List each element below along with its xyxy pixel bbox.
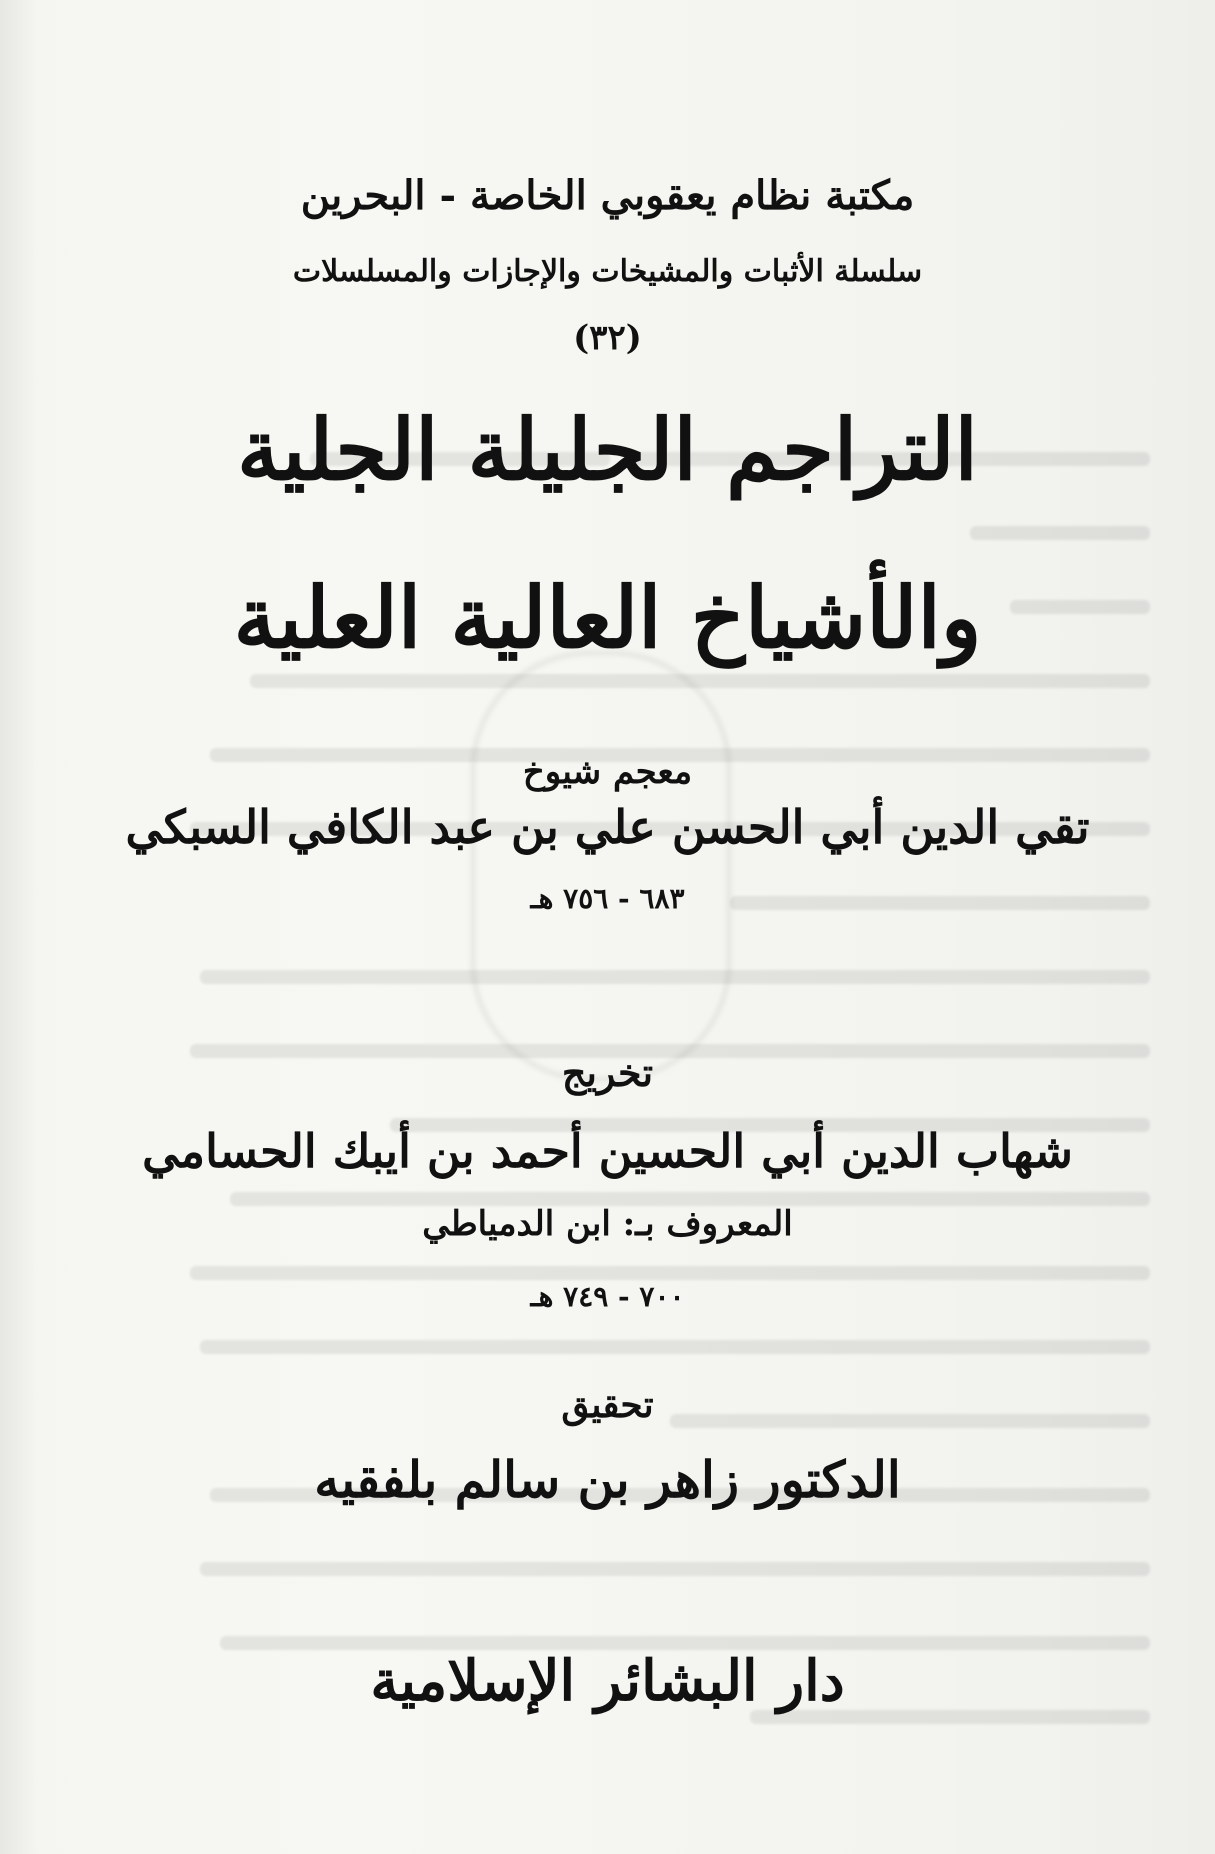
book-title-line-1: التراجم الجليلة الجلية <box>237 400 978 499</box>
compiler-dates: ٧٠٠ - ٧٤٩ هـ <box>530 1280 685 1313</box>
show-through-seal <box>470 650 732 1082</box>
series-line: سلسلة الأثبات والمشيخات والإجازات والمسلسلات <box>292 254 923 289</box>
takhrij-label: تخريج <box>561 1050 654 1095</box>
library-line: مكتبة نظام يعقوبي الخاصة - البحرين <box>300 172 915 219</box>
author-dates: ٦٨٣ - ٧٥٦ هـ <box>530 882 685 915</box>
compiler-name: شهاب الدين أبي الحسين أحمد بن أيبك الحسامي <box>142 1124 1073 1178</box>
compiler-known-as: المعروف بـ: ابن الدمياطي <box>422 1204 793 1244</box>
tahqiq-label: تحقيق <box>561 1384 654 1426</box>
editor-name: الدكتور زاهر بن سالم بلفقيه <box>314 1450 901 1509</box>
book-title-line-2: والأشياخ العالية العلية <box>233 568 982 667</box>
series-number: (٣٢) <box>573 318 642 358</box>
publisher-name: دار البشائر الإسلامية <box>370 1648 845 1714</box>
author-name: تقي الدين أبي الحسن علي بن عبد الكافي السبكي <box>125 800 1090 854</box>
subtitle-label: معجم شيوخ <box>522 752 693 792</box>
